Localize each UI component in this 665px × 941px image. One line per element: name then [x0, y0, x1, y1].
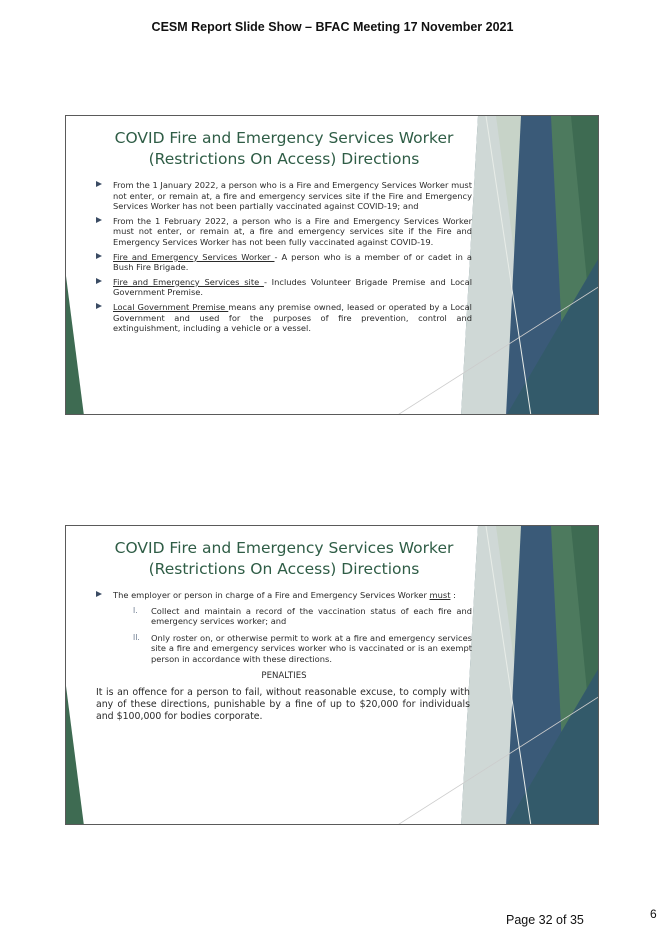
page-number: Page 32 of 35: [506, 913, 584, 927]
document-header: CESM Report Slide Show – BFAC Meeting 17 November 2021: [151, 20, 514, 34]
emphasis-must: must: [429, 590, 451, 600]
list-item: From the 1 February 2022, a person who is a Fire and Emergency Services Worker must not enter, or remain at, a fire and emergency services site if the Fire and Emergency Services Worker has not been fully vaccinated against COVID-19.: [96, 216, 472, 248]
roman-numeral: II.: [133, 632, 140, 642]
arrow-bullet-icon: [96, 591, 102, 597]
slide-2: [65, 525, 599, 825]
slide-content: [96, 128, 472, 338]
slide-title-line-2: (Restrictions On Access) Directions: [148, 560, 420, 578]
list-item: The employer or person in charge of a Fire and Emergency Services Worker must : I. Collect and maintain a record of the vaccination status of each fire and emergency services worker; and II. Only roster on, or otherwise permit to work at a fire and emergency services site a fire and emergency services worker who is vaccinated or is an exempt person in accordance with these directions.: [96, 590, 472, 665]
slide-title-line-1: COVID Fire and Emergency Services Worker: [114, 129, 454, 147]
definition-term: Local Government Premise: [113, 301, 229, 312]
bullet-list: [96, 180, 472, 334]
arrow-bullet-icon: [96, 253, 102, 259]
arrow-bullet-icon: [96, 303, 102, 309]
penalties-heading: PENALTIES: [261, 670, 307, 681]
bullet-list: [96, 590, 472, 665]
sub-list: [113, 606, 472, 665]
slide-title: [96, 538, 472, 580]
list-item: From the 1 January 2022, a person who is a Fire and Emergency Services Worker must not enter, or remain at, a fire and emergency services site if the Fire and Emergency Services Worker has not been partially vaccinated against COVID-19; and: [96, 180, 472, 212]
slide-title: [96, 128, 472, 170]
roman-numeral: I.: [133, 605, 138, 615]
corner-page-number: 6: [650, 907, 657, 921]
arrow-bullet-icon: [96, 181, 102, 187]
slide-1: [65, 115, 599, 415]
slide-content: [96, 538, 472, 723]
sub-list-item: I. Collect and maintain a record of the vaccination status of each fire and emergency services worker; and: [133, 605, 472, 627]
sub-list-item: II. Only roster on, or otherwise permit to work at a fire and emergency services site a fire and emergency services worker who is vaccinated or is an exempt person in accordance with these directions.: [133, 632, 472, 664]
penalties-text: It is an offence for a person to fail, without reasonable excuse, to comply with any of these directions, punishable by a fine of up to $20,000 for individuals and $100,000 for bodies corporate.: [96, 686, 470, 722]
definition-term: Fire and Emergency Services site: [113, 276, 264, 287]
arrow-bullet-icon: [96, 217, 102, 223]
list-item: Fire and Emergency Services site - Includes Volunteer Brigade Premise and Local Government Premise.: [96, 277, 472, 298]
slide-title-line-1: COVID Fire and Emergency Services Worker: [114, 539, 454, 557]
slide-title-line-2: (Restrictions On Access) Directions: [148, 150, 420, 168]
list-item: Fire and Emergency Services Worker - A person who is a member of or cadet in a Bush Fire Brigade.: [96, 252, 472, 273]
arrow-bullet-icon: [96, 278, 102, 284]
definition-term: Fire and Emergency Services Worker: [113, 251, 275, 262]
list-item: Local Government Premise means any premise owned, leased or operated by a Local Government and used for the purposes of fire prevention, control and extinguishment, including a vehicle or a vessel.: [96, 302, 472, 334]
